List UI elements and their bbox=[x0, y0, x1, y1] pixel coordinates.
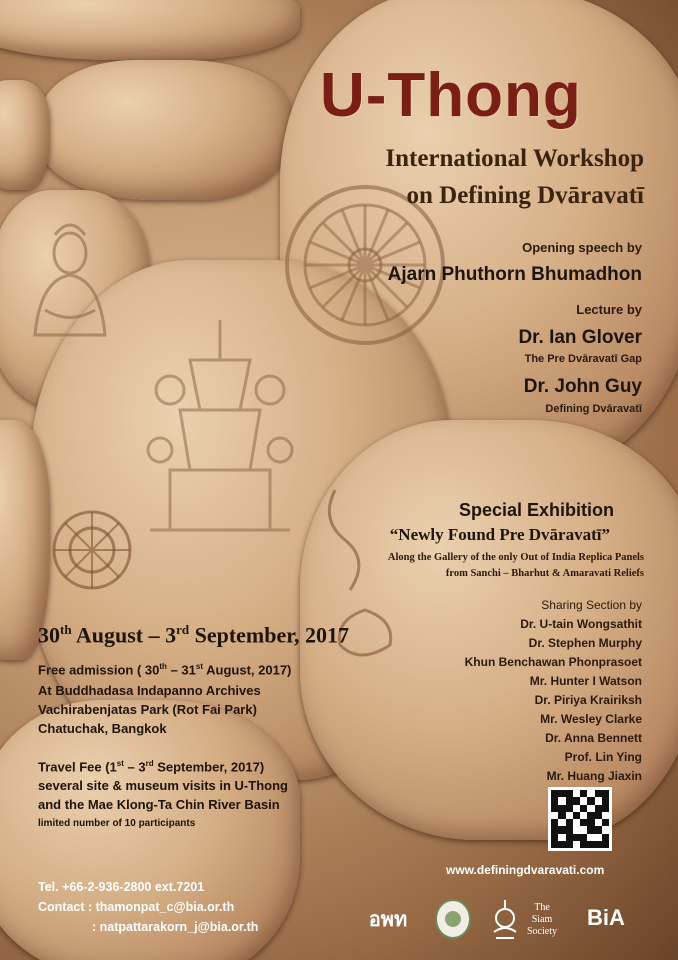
exhibition-line1: Along the Gallery of the only Out of India Replica Panels bbox=[387, 552, 644, 563]
travel-line2: several site & museum visits in U-Thong bbox=[38, 778, 288, 793]
sharing-speaker: Mr. Huang Jiaxin bbox=[546, 769, 642, 783]
sharing-speaker: Dr. Stephen Murphy bbox=[528, 636, 642, 650]
date-middle: August – 3 bbox=[71, 622, 177, 648]
lecturer1-topic: The Pre Dvāravatī Gap bbox=[524, 353, 642, 365]
travel-fee-text: Travel Fee (1 bbox=[38, 759, 117, 775]
venue-line1: At Buddhadasa Indapanno Archives bbox=[38, 683, 261, 698]
date-end: September, 2017 bbox=[189, 622, 350, 648]
exhibition-line2: from Sanchi – Bharhut & Amaravati Reliefs bbox=[445, 568, 644, 579]
stone-left-small bbox=[0, 80, 50, 190]
siam-society-text: The bbox=[534, 902, 550, 913]
exhibition-heading: Special Exhibition bbox=[458, 500, 614, 520]
sharing-speaker: Mr. Wesley Clarke bbox=[540, 712, 642, 726]
siam-society-text: Siam bbox=[531, 914, 553, 925]
dasta-logo bbox=[356, 905, 420, 933]
subtitle-line2: on Defining Dvāravatī bbox=[406, 182, 644, 209]
contact-email-1: Contact : thamonpat_c@bia.or.th bbox=[38, 900, 235, 914]
lecturer2-topic: Defining Dvāravatī bbox=[545, 403, 642, 415]
siam-society-logo bbox=[527, 902, 557, 938]
subtitle-line1: International Workshop bbox=[385, 145, 644, 172]
free-admission-sup: th bbox=[159, 662, 167, 671]
venue-line3: Chatuchak, Bangkok bbox=[38, 721, 167, 736]
telephone: Tel. +66-2-936-2800 ext.7201 bbox=[38, 880, 205, 894]
website-link[interactable]: www.definingdvaravati.com bbox=[446, 863, 605, 877]
date-start-sup: th bbox=[60, 622, 72, 637]
sharing-label: Sharing Section by bbox=[541, 598, 642, 612]
lecture-label: Lecture by bbox=[576, 302, 642, 317]
lotus-wheel-icon bbox=[50, 508, 134, 592]
stupa-relief-icon bbox=[130, 300, 310, 600]
travel-fee-sup: rd bbox=[145, 759, 154, 768]
lecturer2-name: Dr. John Guy bbox=[523, 376, 642, 397]
event-dates bbox=[38, 622, 349, 648]
free-admission-text: Free admission ( 30 bbox=[38, 662, 160, 678]
stone-top-mid bbox=[40, 60, 290, 200]
sharing-speaker: Dr. U-tain Wongsathit bbox=[520, 617, 642, 631]
free-admission-sup: st bbox=[195, 662, 203, 671]
sharing-speaker: Dr. Piriya Krairiksh bbox=[534, 693, 642, 707]
bia-logo bbox=[580, 902, 632, 934]
exhibition-title: “Newly Found Pre Dvāravatī” bbox=[389, 525, 610, 544]
travel-fee-text: September, 2017) bbox=[153, 759, 265, 775]
contact-email-2: : natpattarakorn_j@bia.or.th bbox=[92, 920, 259, 934]
opening-label: Opening speech by bbox=[522, 240, 642, 255]
opening-speaker: Ajarn Phuthorn Bhumadhon bbox=[387, 264, 642, 285]
travel-line3: and the Mae Klong-Ta Chin River Basin bbox=[38, 797, 280, 812]
qr-code-icon[interactable] bbox=[548, 787, 612, 851]
travel-line4: limited number of 10 participants bbox=[38, 818, 196, 829]
lecturer1-name: Dr. Ian Glover bbox=[518, 327, 642, 348]
travel-fee-text: – 3 bbox=[123, 759, 146, 775]
siam-society-emblem-icon bbox=[488, 896, 522, 942]
free-admission-text: August, 2017) bbox=[203, 662, 292, 678]
siam-society-text: Society bbox=[527, 926, 557, 937]
free-admission-text: – 31 bbox=[166, 662, 196, 678]
bia-logo-text: BiA bbox=[587, 905, 625, 930]
sharing-speaker: Mr. Hunter I Watson bbox=[529, 674, 642, 688]
sharing-speaker: Khun Benchawan Phonprasoet bbox=[464, 655, 642, 669]
date-end-sup: rd bbox=[176, 622, 190, 637]
travel-fee-sup: st bbox=[116, 759, 124, 768]
date-start-day: 30 bbox=[38, 622, 60, 648]
seal-logo-icon bbox=[434, 898, 472, 940]
buddha-relief-icon bbox=[15, 215, 125, 365]
venue-line2: Vachirabenjatas Park (Rot Fai Park) bbox=[38, 702, 257, 717]
dasta-logo-text: อพท bbox=[368, 909, 408, 931]
travel-fee bbox=[38, 759, 264, 774]
free-admission bbox=[38, 662, 291, 677]
event-title: U-Thong bbox=[320, 61, 582, 130]
sharing-speaker: Dr. Anna Bennett bbox=[545, 731, 642, 745]
sharing-speaker: Prof. Lin Ying bbox=[564, 750, 642, 764]
stone-top-left bbox=[0, 0, 300, 60]
